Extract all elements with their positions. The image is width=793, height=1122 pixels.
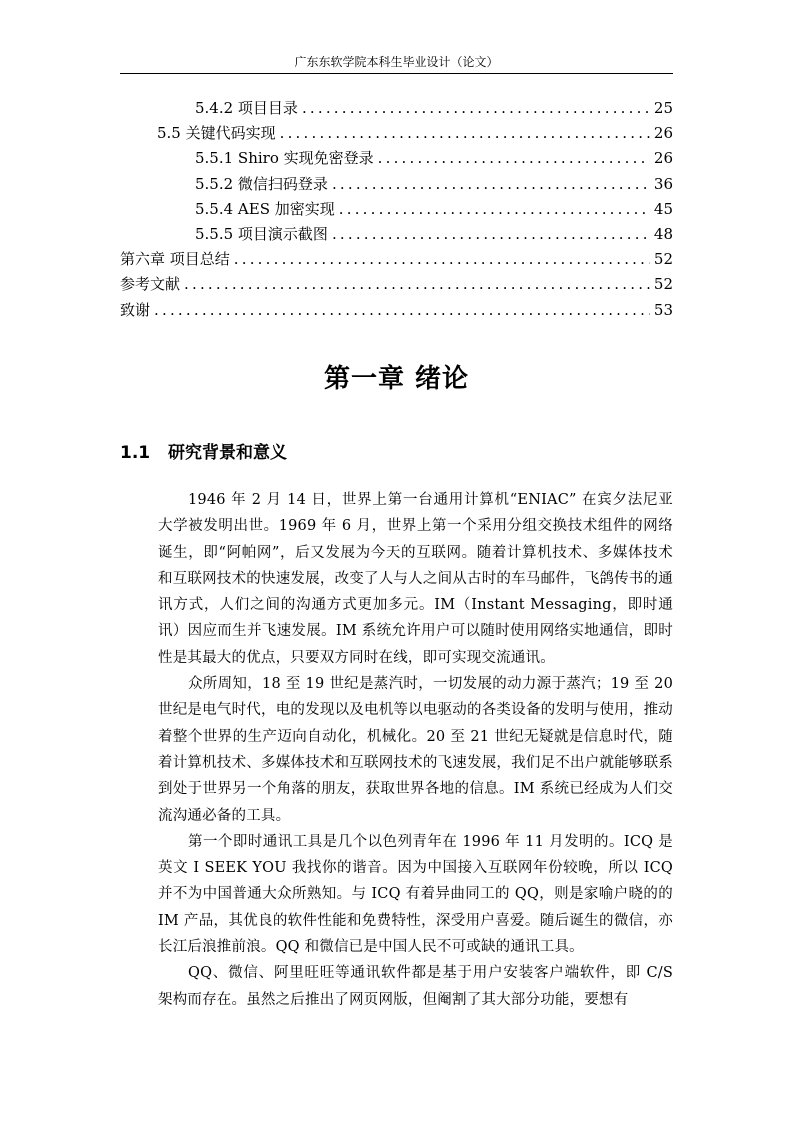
toc-entry[interactable] (120, 272, 673, 297)
section-number: 1.1 (120, 443, 151, 463)
toc-leader-dots (339, 197, 650, 222)
toc-entry-page: 25 (653, 99, 673, 117)
toc-entry[interactable] (120, 172, 673, 197)
toc-entry-page: 26 (653, 124, 673, 143)
toc-leader-dots (234, 247, 650, 272)
toc-leader-dots (378, 146, 650, 171)
toc-entry-label: 参考文献 (120, 275, 181, 294)
table-of-contents (120, 96, 673, 323)
paragraph: 第一个即时通讯工具是几个以色列青年在 1996 年 11 月发明的。ICQ 是英文 I SEEK YOU 我找你的谐音。因为中国接入互联网年份较晚，所以 ICQ 并不为中国普通大众所熟知。与 ICQ 有着异曲同工的 QQ，则是家喻户晓的的 IM 产品，其优良的软件性能和免费特性，深受用户喜爱。随后诞生的微信，亦长江后浪推前浪。QQ 和微信已是中国人民不可或缺的通讯工具。 (158, 833, 673, 956)
toc-entry-label: 第六章 项目总结 (120, 250, 230, 269)
toc-leader-dots (154, 298, 650, 323)
toc-entry-label: 5.5.4 AES 加密实现 (195, 199, 335, 218)
section-heading (120, 438, 287, 463)
body-text (158, 487, 673, 1013)
toc-entry-page: 53 (653, 300, 673, 319)
toc-entry-page: 52 (653, 250, 673, 269)
toc-leader-dots (302, 96, 650, 121)
toc-entry[interactable] (120, 222, 673, 247)
toc-leader-dots (332, 172, 650, 197)
toc-entry-label: 5.5.5 项目演示截图 (195, 224, 328, 243)
paragraph: 众所周知，18 至 19 世纪是蒸汽时，一切发展的动力源于蒸汽；19 至 20 世纪是电气时代，电的发现以及电机等以电驱动的各类设备的发明与使用，推动着整个世界的生产迈向自动化，机械化。20 至 21 世纪无疑就是信息时代，随着计算机技术、多媒体技术和互联网技术的飞速发展，我们足不出户就能够联系到处于世界另一个角落的朋友，获取世界各地的信息。IM 系统已经成为人们交流沟通必备的工具。 (158, 676, 673, 824)
chapter-title: 第一章 绪论 (323, 364, 470, 394)
toc-entry[interactable] (120, 96, 673, 121)
toc-entry-page: 45 (653, 199, 673, 218)
toc-entry[interactable] (120, 197, 673, 222)
toc-entry-label: 5.4.2 项目目录 (195, 99, 298, 117)
toc-entry-page: 26 (653, 149, 673, 168)
toc-entry[interactable] (120, 298, 673, 323)
toc-entry-label: 5.5.1 Shiro 实现免密登录 (195, 149, 374, 168)
paragraph: 1946 年 2 月 14 日，世界上第一台通用计算机“ENIAC” 在宾夕法尼亚大学被发明出世。1969 年 6 月，世界上第一个采用分组交换技术组件的网络诞生，即“阿帕网”，后又发展为今天的互联网。随着计算机技术、多媒体技术和互联网技术的快速发展，改变了人与人之间从古时的车马邮件，飞鸽传书的通讯方式，人们之间的沟通方式更加多元。IM（Instant Messaging，即时通讯）因应而生并飞速发展。IM 系统允许用户可以随时使用网络实地通信，即时性是其最大的优点，只要双方同时在线，即可实现交流通讯。 (158, 492, 673, 666)
toc-leader-dots (184, 272, 650, 297)
toc-entry-page: 36 (653, 174, 673, 193)
toc-entry-page: 48 (653, 224, 673, 243)
header-divider (120, 73, 673, 74)
toc-entry-label: 5.5.2 微信扫码登录 (195, 174, 328, 193)
toc-leader-dots (280, 121, 650, 146)
page-header: 广东东软学院本科生毕业设计（论文） (294, 55, 499, 69)
toc-entry-page: 52 (653, 275, 673, 294)
toc-leader-dots (332, 222, 650, 247)
toc-entry-label: 致谢 (120, 300, 151, 319)
section-title-text: 研究背景和意义 (168, 443, 287, 463)
toc-entry[interactable] (120, 121, 673, 146)
toc-entry[interactable] (120, 247, 673, 272)
paragraph: QQ、微信、阿里旺旺等通讯软件都是基于用户安装客户端软件，即 C/S 架构而存在。虽然之后推出了网页网版，但阉割了其大部分功能，要想有 (158, 965, 673, 1008)
toc-entry-label: 5.5 关键代码实现 (157, 124, 276, 143)
toc-entry[interactable] (120, 146, 673, 171)
